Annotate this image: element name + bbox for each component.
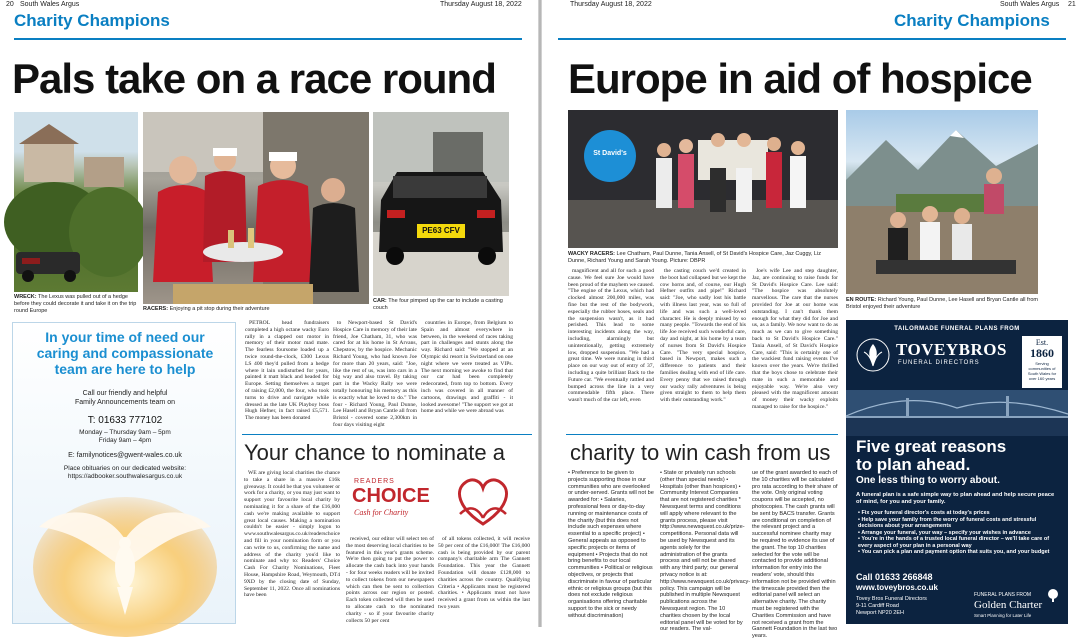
section-title-right: Charity Champions: [894, 11, 1050, 30]
ad-phone[interactable]: T: 01633 777102: [87, 415, 163, 426]
tovey-reasons-list: [858, 510, 1062, 556]
tovey-sub: One less thing to worry about.: [856, 475, 1000, 486]
ad-hours1: Monday – Thursday 9am – 5pm: [79, 429, 171, 436]
readers-choice-logo: [346, 470, 526, 532]
caption-wacky-text: Lee Chatham, Paul Dunne, Tania Ansell, of St David's Hospice Care, Jaz Cuggy, Liz Dunne, Richard Young and Sarah Young. Picture: DBPR: [568, 251, 821, 264]
date-left: Thursday August 18, 2022: [440, 1, 522, 8]
article-right-col1: magnificent and all for such a good cause. We feel sure Joe would have been proud of the mayhem we caused. "The engine of the Lexus, which had clocked almost 200,000 miles, was fine but the rest of the bodywork, especially the rubber hoses, seals and the suspension wasn't, as it had perished. This lead to some interesting incidents along the way, including, alarmingly but unintentionally, getting extremely low, dropped suspension. "We had a great time. We were running in third place on our way out of entry of 37, including a quite brilliant Back to the Future car. "We eventually rattled and bumped across the line in a very commendable fifth place. There wasn't much of the car left, even: [568, 268, 654, 404]
tovey-head2: to plan ahead.: [856, 455, 971, 474]
paper-name-left: South Wales Argus: [20, 1, 80, 8]
photo-en-route: [846, 110, 1038, 294]
section-rule-right: [558, 38, 1066, 40]
caption-car: [373, 298, 509, 312]
tovey-reason: • Fix your funeral director's costs at today's prices: [858, 510, 990, 516]
ad-call-line2: Family Announcements team on: [75, 399, 175, 406]
caption-wreck-text: The Lexus was pulled out of a hedge before they could decorate it and take it on the trip round Europe: [14, 294, 137, 314]
photo-racers-pitstop: [143, 112, 369, 304]
caption-en-route-text: Richard Young, Paul Dunne, Lee Hasell and Bryan Cantle all from Bristol enjoyed their adventure: [846, 297, 1038, 310]
nominate-col1: WE are giving local charities the chance to take a share in a massive £16k giveaway. It could be that you volunteer or work for a charity, or you may just want to support your favourite local charity by nominating it for a share of the £16,000 cash we're making available to support great local causes. Making a nomination couldn't be easier - simply logon to www.southwalesargus.co.uk/readerschoice and fill in your nomination form or you can write to us, confirming the name and address of the charity you'd like to nominate and why to: Readers' Choice Cash For Charity Nominations, Fleet House, Hampshire Road, Weymouth, DT4 9XD by the closing date of Sunday, September 11, 2022. Once all nominations have been: [244, 470, 340, 599]
tovey-head1: Five great reasons: [856, 437, 1007, 456]
section-title-left: Charity Champions: [14, 11, 170, 30]
tovey-brand: TOVEYBROS: [896, 340, 1007, 359]
tovey-bros-ad: [846, 320, 1068, 624]
caption-wacky: [568, 251, 838, 265]
est-serving: Serving communities of South Wales for over 160 years: [1027, 361, 1057, 381]
caption-car-text: The four pimped up the car to include a casting couch: [373, 298, 503, 311]
headline-right: Europe in aid of hospice: [568, 55, 1032, 102]
cheque-sign-text: St David's: [593, 150, 627, 157]
charity-col3: ue of the grant awarded to each of the 10 charities will be calculated pro rata according to their share of the vote. Only original voting coupons will be accepted, no photocopies. The cash grants will be sent by BACS transfer. Grants are conditional on completion of the relevant project and a successful nominee charity may be required to evidence its use of the grant. The top 10 charities selected for the vote will be contacted to provide additional information for entry into the readers' vote, should this information not be provided within the timescale provided then the editorial panel will select an alternative charity. The charity must be registered with the Charities Commission and have not received a grant from the Gannett Foundation in the last two years.: [752, 470, 838, 640]
tovey-web[interactable]: www.toveybros.co.uk: [856, 583, 938, 592]
ad-obits1: Place obituaries on our dedicated website:: [63, 465, 187, 472]
date-right: Thursday August 18, 2022: [570, 1, 652, 8]
photo-car: [373, 112, 509, 296]
car-scene-graphic: [373, 112, 509, 296]
caption-wreck-tag: WRECK:: [14, 294, 37, 300]
page-number-right: 21: [1068, 1, 1076, 8]
ad-obits2[interactable]: https://adbooker.southwalesargus.co.uk: [67, 473, 183, 480]
right-page: [542, 0, 1080, 640]
nominate-headline: Your chance to nominate a: [244, 440, 505, 465]
nominate-col2: received, our editor will select ten of the most deserving local charities to be featured in this year's grants scheme. We're then going to put the power to allocate the cash back into your hands - for four weeks readers will be invited to collect tokens from our newspapers which can then be sent to collection points across our region or posted. Each token collected will then be used to allocate cash to the nominated charity - so if your favourite charity collects 50 per cent: [346, 536, 434, 624]
charity-col2: • State or privately run schools (other than special needs) • Hospitals (other than hospices) • Community Interest Companies that are not registered charities * Newsquest terms and conditions will apply where relevant to the grants process, please visit http://www.newsquest.co.uk/prize-competitions. Personal data will be used by Newsquest and its agents solely for the administration of the grants process and will not be shared with any third party; our general privacy notice is at: http://www.newsquest.co.uk/privacy-policy. This campaign will be published in multiple Newsquest publications across the Newsquest region. The 10 charities chosen by the local editorial panel will be voted for by our readers. The val-: [660, 470, 751, 633]
ad-call-line1: Call our friendly and helpful: [82, 390, 168, 397]
logo-readers: READERS: [354, 478, 395, 485]
tovey-addr3: Newport NP20 2EH: [856, 610, 904, 616]
photo-wreck-hedge: [14, 112, 138, 292]
article-left-col1: PETROL head fundraisers completed a high octane wacky Euro rally in a clapped out motor in memory of their motor mad mate. The fearless foursome loaded up a twice round-the-clock, £300 Lexus LS 400 they'd pulled from a hedge where it lain undisturbed for years, painted it matt black and headed for Europe. Setting themselves a target of raising £2,000, the four, who took turns to drive and navigate while dressed as the late UK Playboy boss Hugh Hefner, in fact raised £5,571. The money has been donated: [245, 320, 329, 422]
charity-col1: • Preference to be given to projects supporting those in our communities who are overlooked or under-served. Grants will not be awarded for: • Salaries, professional fees or day-to-day running or maintenance costs of the charity (but this does not include such expenses where essential to a specific project) • General appeals as opposed to specific projects or items of equipment • Projects that do not bring benefits to our local communities • Political or religious objectives, or projects that discriminate in favour of particular ethnic or religious groups (but this does not exclude religious organisations offering charitable support to the sick or needy without discrimination): [568, 470, 654, 619]
tovey-phone[interactable]: Call 01633 266848: [856, 572, 933, 582]
article-left-col2: to Newport-based St David's Hospice Care in memory of their late friend, Joe Chatham, 31, who was cared for at his home in St Arvans, Chepstow, by the hospice. Mechanic Richard Young, who had known Joe for more than 20 years, said: "Joe, like the rest of us, was into cars in a big way and also travel. By taking part in the Wacky Rally we were totally honouring his memory as this is exactly what he loved to do." The four - Richard Young, Paul Dunne, Lee Hasell and Bryan Cantle all from Bristol - covered some 2,300km in four days visiting eight: [333, 320, 417, 428]
tovey-addr1: Tovey Bros Funeral Directors: [856, 596, 927, 602]
caption-en-route-tag: EN ROUTE:: [846, 297, 877, 303]
nominate-rule: [242, 434, 532, 435]
article-right-col2: the casting couch we'd created in the boot had collapsed but we kept the cow horns and, of course, our Hugh Hefner outfits and pipe!" Richard said: "Joe, who sadly lost his battle with illness last year, was so full of life and was such a well-loved character. He is deeply missed by so many people. "Towards the end of his life Joe received such wonderful care, day and night, at his home by a team of nurses from St David's Hospice Care. "The very special hospice, based in Newport, makes such a difference to patients and their families dealing with end of life care. Every penny that we raised through our wacky rally adventures is being given straight to them to help them with their outstanding work.": [660, 268, 746, 404]
tovey-intro: A funeral plan is a safe simple way to plan ahead and help secure peace of mind, for you and your family.: [856, 492, 1055, 505]
mountain-scene-graphic: [846, 110, 1038, 294]
caption-racers-text: Enjoying a pit stop during their adventure: [169, 306, 270, 312]
caption-en-route: [846, 297, 1038, 311]
logo-cash: Cash for Charity: [354, 508, 409, 517]
photo-cheque-presentation: [568, 110, 838, 248]
golden-charter-tag: Smart Planning for Later Life: [974, 613, 1032, 618]
headline-left: Pals take on a race round: [12, 55, 496, 102]
dove-sunburst-graphic: [33, 487, 217, 621]
tovey-reason: • You can pick a plan and payment option that suits you, and your budget: [858, 549, 1050, 555]
cheque-scene-graphic: [568, 110, 838, 248]
heart-hands-icon: [450, 472, 516, 530]
golden-charter-small: FUNERAL PLANS FROM: [974, 592, 1032, 598]
section-rule-left: [14, 38, 522, 40]
logo-choice: CHOICE: [352, 485, 430, 507]
caption-car-tag: CAR:: [373, 298, 387, 304]
nominate-col3: of all tokens collected, it will receive 50 per cent of the £16,000! The £16,000 cash is being provided by our parent company's charitable arm The Gannett Foundation. This year the Gannett Foundation will donate £128,000 to charities across the country. Qualifying Criteria • Applicants must be registered charities. • Applicants must not have received a grant from us within the last two years: [438, 536, 530, 610]
page-number-left: 20: [6, 1, 14, 8]
caption-racers-tag: RACERS:: [143, 306, 169, 312]
golden-charter-brand: Golden Charter: [974, 599, 1043, 611]
charity-headline: charity to win cash from us: [570, 440, 831, 465]
bridge-photo: [846, 390, 1068, 436]
caption-wreck: [14, 294, 138, 315]
caption-wacky-tag: WACKY RACERS:: [568, 251, 615, 257]
tovey-tagline: TAILORMADE FUNERAL PLANS FROM: [894, 326, 1020, 332]
ad-email[interactable]: E: familynotices@gwent-wales.co.uk: [68, 452, 182, 459]
est-year: 1860: [1030, 346, 1054, 360]
family-announcements-ad: [12, 322, 236, 624]
car-number-plate: PE63 CFV: [422, 226, 460, 235]
est-label: Est.: [1035, 338, 1049, 347]
ad-title: In your time of need our caring and compassionate team are here to help: [36, 329, 214, 377]
tovey-addr2: 9-11 Cardiff Road: [856, 603, 899, 609]
article-right-col3: Joe's wife Lee and step daughter, Jaz, are continuing to raise funds for St David's Hospice Care. Lee said: "The hospice was absolutely marvellous. The care that the nurses provided for Joe at our home was outstanding. I can't thank them enough for what they did for Joe and us, as a family. We now want to do as much as we can to give something back to St David's Hospice Care." Tania Ansell, of St David's Hospice Care, said: "This is certainly one of the wackiest fund raising events I've known over the years. We're thrilled that the boys chose to celebrate their mate in such a memorable and enjoyable way. We're also very pleased with the magnificent amount of money their wacky exploits managed to raise for the hospice.": [752, 268, 838, 410]
wreck-scene-graphic: [14, 112, 138, 292]
left-page: [0, 0, 538, 627]
flower-logo-icon: [856, 338, 890, 372]
article-left-col3: countries in Europe, from Belgium to Spain and almost everywhere in between, in the weekend of races taking part in challenges and stunts along the way. Richard said: "We stopped at an Olympic ski resort in Switzerland on one night where we were treated as VIPs. The next morning we awoke to find that our car had been completely redecorated, from top to bottom. Every inch was covered in all manner of cartoons, drawings and graffiti - it looked awesome! "The support we got at home and while we were abroad was: [421, 320, 513, 415]
caption-racers: [143, 306, 369, 313]
est-badge: [1022, 336, 1062, 388]
tovey-reason: • Help save your family from the worry of funeral costs and stressful decisions about your arrangements: [858, 516, 1037, 529]
paper-name-right: South Wales Argus: [1000, 1, 1060, 8]
ad-hours2: Friday 9am – 4pm: [98, 437, 152, 444]
tovey-reason: • You're in the hands of a trusted local funeral director – we'll take care of every aspect of your plan in a personal way: [858, 536, 1050, 549]
tovey-reason: • Arrange your funeral, your way – specify your wishes in advance: [858, 529, 1031, 536]
charity-rule: [566, 434, 838, 435]
tovey-brand-sub: FUNERAL DIRECTORS: [898, 360, 980, 366]
tree-logo-icon: [1046, 588, 1060, 602]
racers-scene-graphic: [143, 112, 369, 304]
